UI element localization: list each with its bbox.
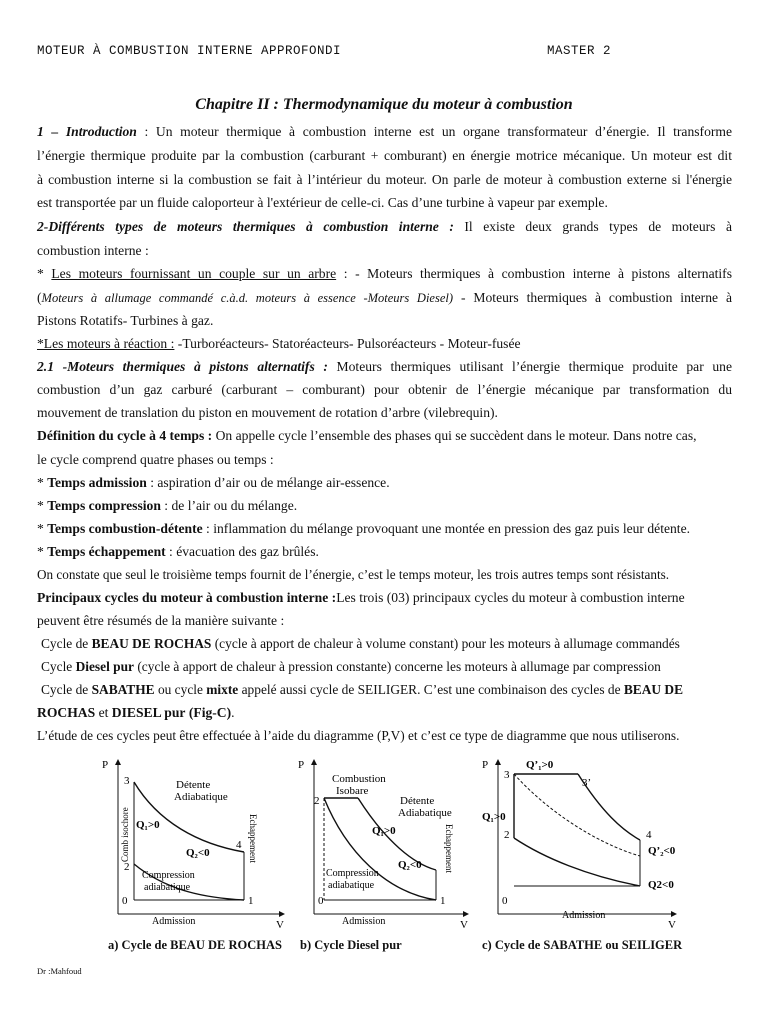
cycle4-note: On constate que seul le troisième temps fournit de l’énergie, c’est le temps moteur, les trois autres temps sont résistants. <box>37 567 670 582</box>
q1-label: Q₁>0 <box>136 819 160 831</box>
q1top-label: Q’₁>0 <box>526 759 554 771</box>
pt-2: 2 <box>314 795 320 807</box>
intro-line-1: 1 – Introduction : Un moteur thermique à combustion interne est un organe transformateur d’énergie. Il transforme <box>37 124 733 139</box>
types-reaction-line: *Les moteurs à réaction : -Turboréacteurs- Statoréacteurs- Pulsoréacteurs - Moteur-fusée <box>37 336 521 351</box>
detente-label-2: Adiabatique <box>174 791 228 803</box>
compression-label-1: Compression <box>326 868 379 879</box>
q2prime-label: Q’₂<0 <box>648 845 676 857</box>
q2-label: Q2<0 <box>648 879 674 891</box>
types-couple-line-2: (Moteurs à allumage commandé c.à.d. moteurs à essence -Moteurs Diesel) - Moteurs thermiques à combustion interne à <box>37 290 732 305</box>
vertical-label-right: Echappement <box>248 814 258 863</box>
types-couple-line-3: Pistons Rotatifs- Turbines à gaz. <box>37 313 214 328</box>
types-line-2: combustion interne : <box>37 243 149 258</box>
pt-3: 3 <box>504 769 510 781</box>
cycle4-line-1: Définition du cycle à 4 temps : On appelle cycle l’ensemble des phases qui se succèdent dans le moteur. Dans notre cas, <box>37 428 697 443</box>
pt-2: 2 <box>504 829 510 841</box>
pistons-line-1: 2.1 -Moteurs thermiques à pistons alternatifs : Moteurs thermiques utilisant l’énergie thermique produite par une <box>37 359 732 374</box>
phase-compression: * Temps compression : de l’air ou du mélange. <box>37 498 298 513</box>
diagram-beau-de-rochas <box>98 752 288 932</box>
label-p: P <box>102 759 109 771</box>
pt-3prime: 3’ <box>582 777 592 789</box>
vertical-label-right: Echappement <box>444 824 454 873</box>
types-line-1: 2-Différents types de moteurs thermiques à combustion interne : Il existe deux grands types de moteurs à <box>37 219 732 234</box>
pt-4: 4 <box>646 829 652 841</box>
pistons-line-3: mouvement de translation du piston en mouvement de rotation d’arbre (vilebrequin). <box>37 405 498 420</box>
pt-2: 2 <box>124 861 130 873</box>
phase-echappement: * Temps échappement : évacuation des gaz brûlés. <box>37 544 319 559</box>
caption-c: c) Cycle de SABATHE ou SEILIGER <box>482 938 683 952</box>
detente-label-2: Adiabatique <box>398 807 452 819</box>
phase-admission: * Temps admission : aspiration d’air ou de mélange air-essence. <box>37 475 390 490</box>
chapter-title: Chapitre II : Thermodynamique du moteur à combustion <box>195 96 573 113</box>
cycle-beau-de-rochas: Cycle de BEAU DE ROCHAS (cycle à apport de chaleur à volume constant) pour les moteurs à allumage commandés <box>41 636 680 651</box>
q1-label: Q₁>0 <box>482 811 506 823</box>
vertical-label-left: Comb isochore <box>120 807 130 862</box>
compression-curve <box>514 838 640 886</box>
header-level: MASTER 2 <box>547 44 612 58</box>
principaux-line-2: peuvent être résumés de la manière suivante : <box>37 613 285 628</box>
admission-label: Admission <box>342 916 386 927</box>
detente-label-1: Détente <box>400 795 435 807</box>
compression-label-2: adiabatique <box>144 882 191 893</box>
detente-label-1: Détente <box>176 779 211 791</box>
principaux-line-1: Principaux cycles du moteur à combustion interne :Les trois (03) principaux cycles du moteur à combustion interne <box>37 590 685 605</box>
label-v: V <box>668 919 676 931</box>
combustion-label-1: Combustion <box>332 773 386 785</box>
cycle4-line-2: le cycle comprend quatre phases ou temps : <box>37 452 274 467</box>
cycle-diesel: Cycle Diesel pur (cycle à apport de chaleur à pression constante) concerne les moteurs à allumage par compression <box>41 659 661 674</box>
label-v: V <box>276 919 284 931</box>
admission-label: Admission <box>562 910 606 921</box>
diagram-sabathe <box>478 752 682 932</box>
compression-label-1: Compression <box>142 870 195 881</box>
pt-3: 3 <box>124 775 130 787</box>
q1-label: Q₁>0 <box>372 825 396 837</box>
compression-label-2: adiabatique <box>328 880 375 891</box>
combustion-label-2: Isobare <box>336 785 369 797</box>
q2-label: Q₂<0 <box>186 847 210 859</box>
intro-line-4: est transportée par un fluide caloporteur à l'extérieur de celle-ci. Cas d’une turbine à vapeur par exemple. <box>37 195 608 210</box>
etude-line: L’étude de ces cycles peut être effectuée à l’aide du diagramme (P,V) et c’est ce type de diagramme que nous utiliserons. <box>37 728 680 743</box>
caption-b: b) Cycle Diesel pur <box>300 938 402 952</box>
header-course-title: MOTEUR À COMBUSTION INTERNE APPROFONDI <box>37 44 342 58</box>
pt-0: 0 <box>502 895 508 907</box>
cycle-sabathe: Cycle de SABATHE ou cycle mixte appelé aussi cycle de SEILIGER. C’est une combinaison des cycles de BEAU DE <box>41 682 684 697</box>
footer-author: Dr :Mahfoud <box>37 966 82 976</box>
dashed-curve <box>514 774 640 856</box>
admission-label: Admission <box>152 916 196 927</box>
pistons-line-2: combustion d’un gaz carburé (carburant – comburant) pour obtenir de l’énergie mécanique par transformation du <box>37 382 732 397</box>
types-couple-line-1: * Les moteurs fournissant un couple sur un arbre : - Moteurs thermiques à combustion interne à pistons alternatifs <box>37 266 732 281</box>
intro-line-2: l’énergie thermique produite par la combustion (carburant + comburant) en énergie motrice mécanique. Un moteur est dit <box>37 148 732 163</box>
phase-combustion: * Temps combustion-détente : inflammation du mélange provoquant une montée en pression des gaz puis leur détente. <box>37 521 691 536</box>
label-p: P <box>482 759 489 771</box>
cycle-sabathe-cont: ROCHAS et DIESEL pur (Fig-C). <box>37 705 235 720</box>
caption-a: a) Cycle de BEAU DE ROCHAS <box>108 938 282 952</box>
pt-0: 0 <box>318 895 324 907</box>
diagram-diesel <box>296 752 472 932</box>
label-v: V <box>460 919 468 931</box>
intro-line-3: à combustion interne si la combustion se fait à l’intérieur du moteur. On parle de moteur à combustion externe si l'énergie <box>37 172 732 187</box>
pt-1: 1 <box>248 895 254 907</box>
pt-0: 0 <box>122 895 128 907</box>
q2-label: Q₂<0 <box>398 859 422 871</box>
pt-1: 1 <box>440 895 446 907</box>
label-p: P <box>298 759 305 771</box>
pt-4: 4 <box>236 839 242 851</box>
